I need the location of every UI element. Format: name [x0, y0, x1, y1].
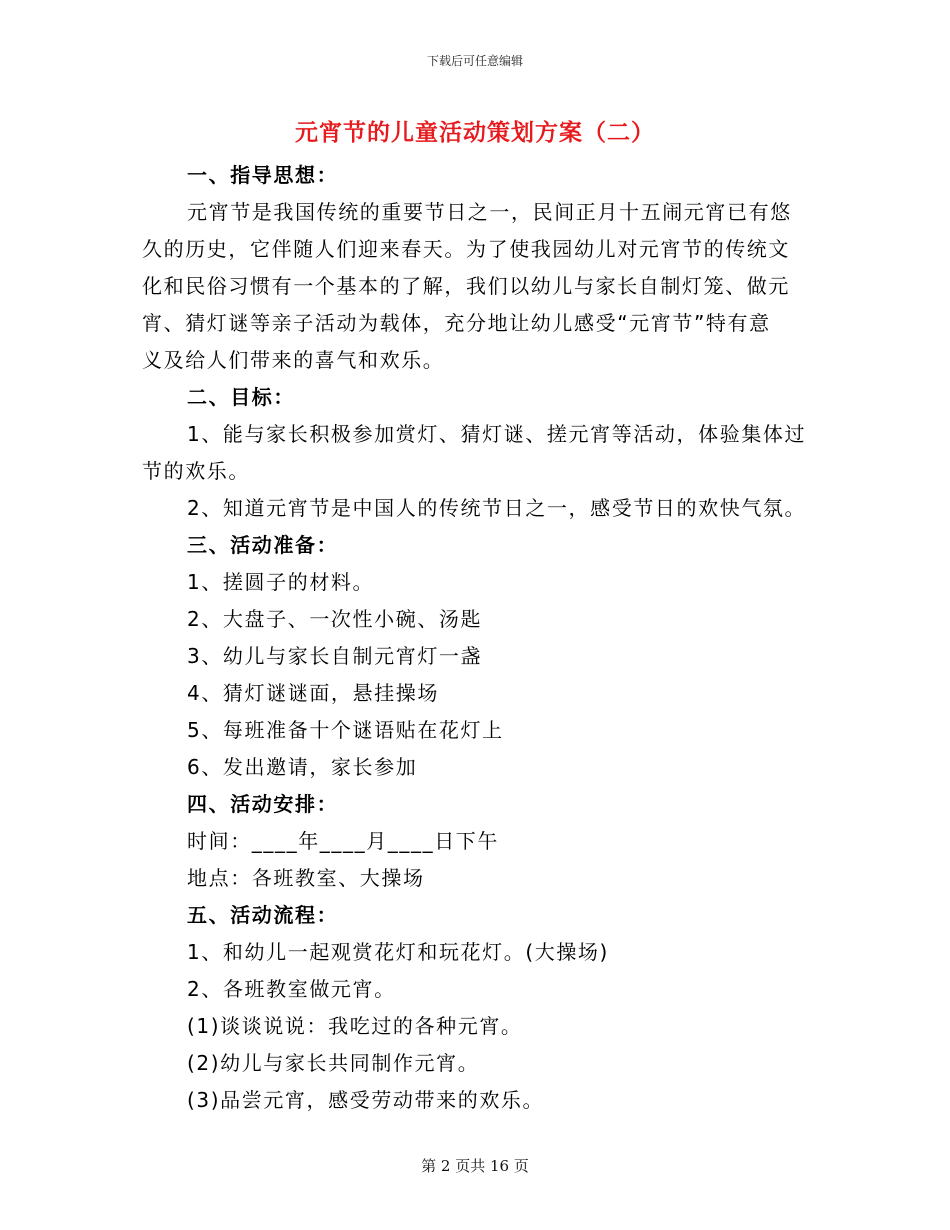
document-title: 元宵节的儿童活动策划方案（二） — [295, 120, 655, 146]
paragraph-line: 久的历史，它伴随人们迎来春天。为了使我园幼儿对元宵节的传统文 — [142, 237, 790, 261]
process-subitem: (3)品尝元宵，感受劳动带来的欢乐。 — [187, 1088, 545, 1112]
paragraph-line: 化和民俗习惯有一个基本的了解，我们以幼儿与家长自制灯笼、做元 — [142, 274, 790, 298]
process-subitem: (1)谈谈说说：我吃过的各种元宵。 — [187, 1014, 523, 1038]
process-item: 1、和幼儿一起观赏花灯和玩花灯。(大操场) — [187, 940, 609, 964]
preparation-item: 5、每班准备十个谜语贴在花灯上 — [187, 718, 504, 742]
paragraph-line: 义及给人们带来的喜气和欢乐。 — [142, 348, 445, 372]
section-heading-guiding-thought: 一、指导思想： — [187, 163, 339, 187]
paragraph-line: 宵、猜灯谜等亲子活动为载体，充分地让幼儿感受“元宵节”特有意 — [142, 311, 771, 335]
section-heading-preparation: 三、活动准备： — [187, 533, 339, 557]
section-heading-goals: 二、目标： — [187, 385, 295, 409]
preparation-item: 1、搓圆子的材料。 — [187, 570, 375, 594]
header-note: 下载后可任意编辑 — [426, 54, 523, 68]
preparation-item: 4、猜灯谜谜面，悬挂操场 — [187, 681, 439, 705]
preparation-item: 3、幼儿与家长自制元宵灯一盏 — [187, 644, 483, 668]
process-item: 2、各班教室做元宵。 — [187, 977, 396, 1001]
section-heading-process: 五、活动流程： — [187, 903, 339, 927]
preparation-item: 6、发出邀请，家长参加 — [187, 755, 418, 779]
arrangement-time: 时间：____年____月____日下午 — [187, 829, 499, 853]
section-heading-arrangement: 四、活动安排： — [187, 792, 339, 816]
arrangement-location: 地点：各班教室、大操场 — [187, 866, 425, 890]
preparation-item: 2、大盘子、一次性小碗、汤匙 — [187, 607, 483, 631]
page-number: 第 2 页共 16 页 — [421, 1157, 529, 1175]
goal-item-continued: 节的欢乐。 — [142, 459, 250, 483]
goal-item: 1、能与家长积极参加赏灯、猜灯谜、搓元宵等活动，体验集体过 — [187, 422, 807, 446]
process-subitem: (2)幼儿与家长共同制作元宵。 — [187, 1051, 480, 1075]
document-body — [142, 157, 808, 1119]
paragraph-line: 元宵节是我国传统的重要节日之一，民间正月十五闹元宵已有悠 — [187, 200, 792, 224]
goal-item: 2、知道元宵节是中国人的传统节日之一，感受节日的欢快气氛。 — [187, 496, 807, 520]
